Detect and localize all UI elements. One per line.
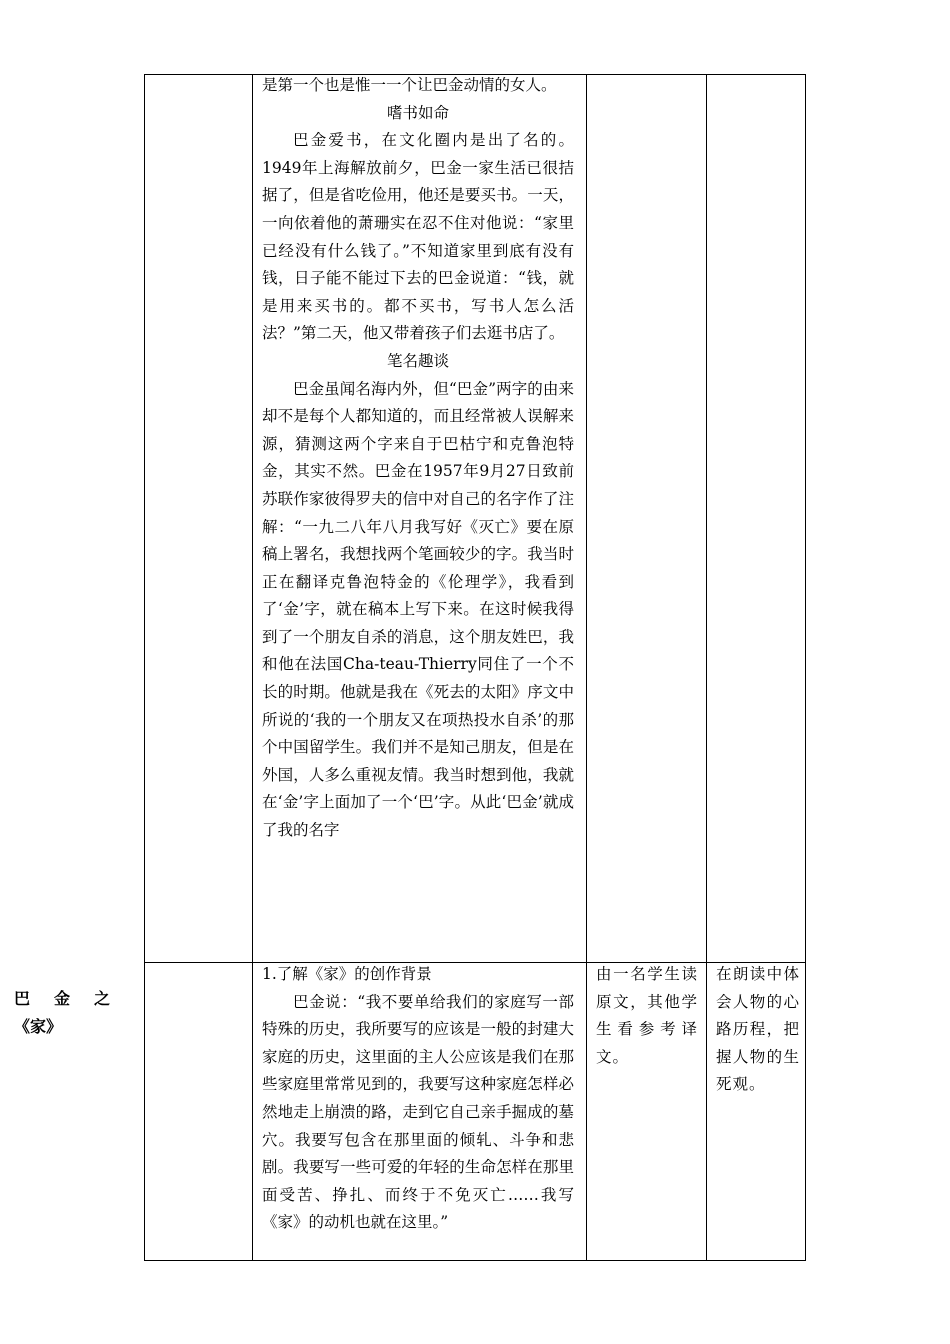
design-intent-cell — [716, 961, 800, 1099]
section-title-char: 金 — [53, 989, 70, 1008]
content-cell-bottom — [262, 961, 574, 1237]
column-divider — [252, 74, 253, 1261]
column-divider — [706, 74, 707, 1261]
section-heading: 笔名趣谈 — [386, 351, 449, 370]
intro-text: 是第一个也是惟一一个让巴金动情的女人。 — [262, 76, 557, 94]
paragraph: 巴金虽闻名海内外，但“巴金”两字的由来却不是每个人都知道的，而且经常被人误解来源，猜测这两个字来自于巴枯宁和克鲁泡特金，其实不然。巴金在1957年9月27日致前苏联作家彼得罗夫的信中对自己的名字作了注解：“一九二八年八月我写好《灭亡》要在原稿上署名，我想找两个笔画较少的字。我当时正在翻译克鲁泡特金的《伦理学》，我看到了‘金’字，就在稿本上写下来。在这时候我得到了一个朋友自杀的消息，这个朋友姓巴，我和他在法国Cha-teau-Thierry同住了一个不长的时期。他就是我在《死去的太阳》序文中所说的‘我的一个朋友又在项热投水自杀’的那个中国留学生。我们并不是知己朋友，但是在外国，人多么重视友情。我当时想到他，我就在‘金’字上面加了一个‘巴’字。从此‘巴金’就成了我的名字 — [262, 379, 574, 840]
item-heading: 1.了解《家》的创作背景 — [262, 965, 432, 983]
student-activity-cell — [596, 961, 698, 1071]
student-activity-text: 由一名学生读原文，其他学生看参考译文。 — [596, 965, 698, 1066]
section-title-book: 《家》 — [14, 1017, 63, 1036]
section-heading: 嗜书如命 — [386, 103, 449, 122]
quote-paragraph: 巴金说：“我不要单给我们的家庭写一部特殊的历史，我所要写的应该是一般的封建大家庭的历史，这里面的主人公应该是我们在那些家庭里常常见到的，我要写这种家庭怎样必然地走上崩溃的路，走到它自己亲手掘成的墓穴。我要写包含在那里面的倾轧、斗争和悲剧。我要写一些可爱的年轻的生命怎样在那里面受苦、挣扎、而终于不免灭亡……我写《家》的动机也就在这里。” — [262, 992, 574, 1232]
section-title — [14, 985, 110, 1041]
content-cell-top — [262, 72, 574, 845]
section-title-char: 之 — [93, 989, 110, 1008]
section-title-char: 巴 — [14, 989, 31, 1008]
design-intent-text: 在朗读中体会人物的心路历程，把握人物的生死观。 — [716, 965, 800, 1094]
column-divider — [586, 74, 587, 1261]
paragraph: 巴金爱书，在文化圈内是出了名的。1949年上海解放前夕，巴金一家生活已很拮据了，但是省吃俭用，他还是要买书。一天，一向依着他的萧珊实在忍不住对他说：“家里已经没有什么钱了。”不知道家里到底有没有钱，日子能不能过下去的巴金说道：“钱，就是用来买书的。都不买书，写书人怎么活法？”第二天，他又带着孩子们去逛书店了。 — [262, 131, 574, 343]
